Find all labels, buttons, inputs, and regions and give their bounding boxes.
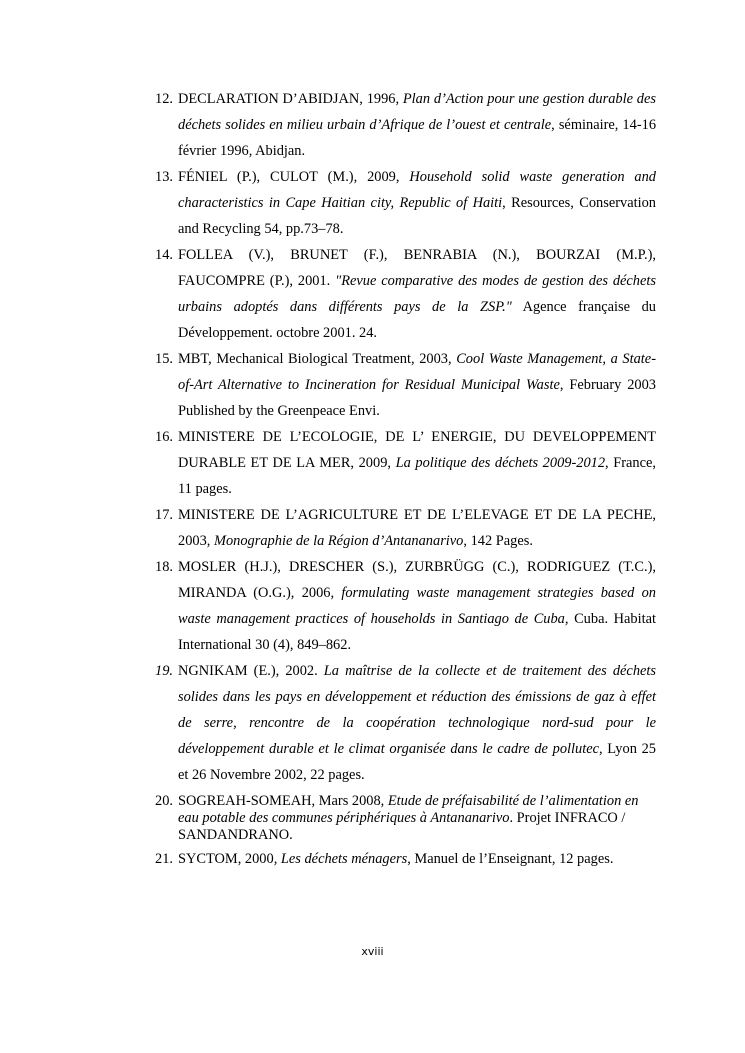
reference-item-19 (155, 658, 656, 788)
reference-title: formulating waste management strategies based on waste management practices of households in Santiago de Cuba, (178, 585, 656, 627)
reference-title: Plan d’Action pour une gestion durable des déchets solides en milieu urbain d’Afrique de l’ouest et centrale (178, 91, 656, 133)
reference-author: DECLARATION D’ABIDJAN, 1996, (178, 91, 403, 107)
reference-text (178, 658, 656, 788)
reference-number: 17. (155, 507, 173, 523)
reference-title: Household solid waste generation and characteristics in Cape Haitian city, Republic of Haiti (178, 169, 656, 211)
reference-details: , February 2003 Published by the Greenpeace Envi. (178, 377, 656, 419)
reference-item-17 (155, 502, 656, 554)
reference-author: FÉNIEL (P.), CULOT (M.), 2009, (178, 169, 410, 185)
reference-item-20 (155, 788, 656, 844)
reference-item-15 (155, 346, 656, 424)
reference-author: MINISTERE DE L’ECOLOGIE, DE L’ ENERGIE, DU DEVELOPPEMENT DURABLE ET DE LA MER, 2009, (178, 429, 656, 471)
reference-list (155, 86, 656, 872)
reference-details: , Lyon 25 et 26 Novembre 2002, 22 pages. (178, 741, 656, 783)
page-number: xviii (361, 945, 384, 958)
reference-item-18 (155, 554, 656, 658)
reference-author: NGNIKAM (E.), 2002. (178, 663, 324, 679)
reference-details: , France, 11 pages. (178, 455, 656, 497)
reference-title: La politique des déchets 2009-2012 (395, 455, 606, 471)
reference-number: 12. (155, 91, 173, 107)
reference-number: 15. (155, 351, 173, 367)
reference-text (178, 554, 656, 658)
reference-number: 20. (155, 793, 173, 809)
reference-item-13 (155, 164, 656, 242)
reference-item-21 (155, 844, 656, 872)
reference-title: Monographie de la Région d’Antananarivo (213, 533, 464, 549)
reference-number: 14. (155, 247, 173, 263)
reference-details: Cuba. Habitat International 30 (4), 849–862. (178, 611, 656, 653)
reference-text (178, 793, 656, 844)
reference-author: SOGREAH-SOMEAH, Mars 2008, (178, 793, 388, 809)
reference-details: , Manuel de l’Enseignant, 12 pages. (407, 851, 614, 867)
reference-item-14 (155, 242, 656, 346)
reference-number: 19. (155, 663, 173, 679)
reference-text (178, 846, 656, 872)
reference-title: La maîtrise de la collecte et de traitement des déchets solides dans les pays en développement et réduction des émissions de gaz à effet de serre, rencontre de la coopération technologique nord-sud pour le développement durable et le climat organisée dans le cadre de pollutec (178, 663, 657, 757)
reference-author: MINISTERE DE L’AGRICULTURE ET DE L’ELEVAGE ET DE LA PECHE, 2003, (178, 507, 656, 549)
reference-number: 21. (155, 851, 173, 867)
reference-item-16 (155, 424, 656, 502)
reference-text (178, 424, 656, 502)
reference-author: MBT, Mechanical Biological Treatment, 2003, (178, 351, 457, 367)
reference-title: Etude de préfaisabilité de l’alimentation en eau potable des communes périphériques à Antananarivo (178, 793, 639, 826)
reference-details: , Resources, Conservation and Recycling 54, pp.73–78. (178, 195, 656, 237)
reference-text (178, 164, 656, 242)
reference-text (178, 242, 656, 346)
reference-text (178, 502, 656, 554)
reference-title: Cool Waste Management, a State-of-Art Alternative to Incineration for Residual Municipal Waste (178, 351, 656, 393)
reference-text (178, 346, 656, 424)
reference-author: FOLLEA (V.), BRUNET (F.), BENRABIA (N.), BOURZAI (M.P.), FAUCOMPRE (P.), 2001. (178, 247, 656, 289)
reference-details: Agence française du Développement. octobre 2001. 24. (178, 299, 657, 341)
reference-item-12 (155, 86, 656, 164)
reference-number: 16. (155, 429, 173, 445)
reference-details: , séminaire, 14-16 février 1996, Abidjan. (178, 117, 657, 159)
reference-author: MOSLER (H.J.), DRESCHER (S.), ZURBRÜGG (C.), RODRIGUEZ (T.C.), MIRANDA (O.G.), 2006, (178, 559, 656, 601)
reference-title: , Les déchets ménagers (273, 851, 408, 867)
reference-number: 18. (155, 559, 173, 575)
reference-details: , 142 Pages. (463, 533, 533, 549)
reference-author: SYCTOM, 2000 (178, 851, 274, 867)
reference-title: "Revue comparative des modes de gestion des déchets urbains adoptés dans différents pays de la ZSP." (178, 273, 656, 315)
reference-text (178, 86, 656, 164)
reference-number: 13. (155, 169, 173, 185)
reference-details: . Projet INFRACO / SANDANDRANO. (178, 810, 626, 843)
